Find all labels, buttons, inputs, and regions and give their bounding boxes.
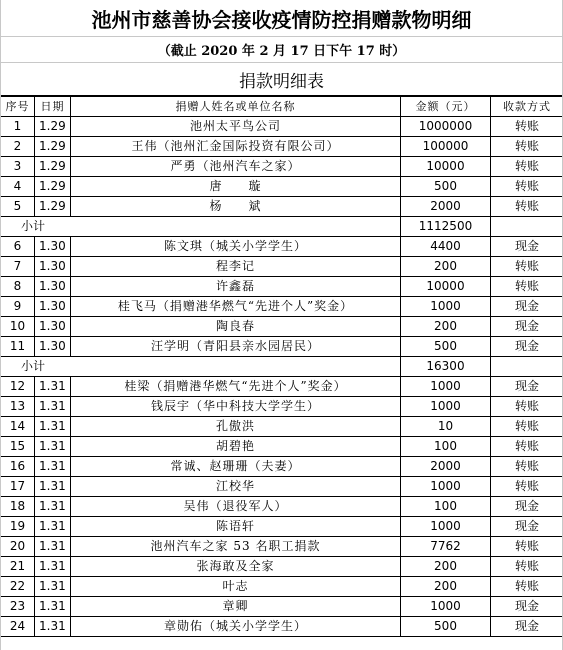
cell-name: 孔傲洪 [71,417,401,437]
cell-name: 程李记 [71,257,401,277]
cell-no: 12 [1,377,35,397]
cell-date: 1.29 [35,157,71,177]
cell-no: 1 [1,117,35,137]
cell-no: 21 [1,557,35,577]
cell-amount: 200 [401,577,491,597]
cell-amount: 200 [401,257,491,277]
cell-amount: 500 [401,337,491,357]
cell-date: 1.31 [35,537,71,557]
table-row [1,577,563,597]
col-header-date: 日期 [35,97,71,117]
table-row [1,277,563,297]
subtotal-row [1,357,563,377]
table-row [1,537,563,557]
cell-no: 14 [1,417,35,437]
cell-date: 1.31 [35,597,71,617]
subtotal-amount: 16300 [401,357,491,377]
cell-name: 张海敢及全家 [71,557,401,577]
cell-name: 常诚、赵珊珊（夫妻） [71,457,401,477]
table-row [1,437,563,457]
cell-amount: 100000 [401,137,491,157]
cell-no: 18 [1,497,35,517]
cell-date: 1.29 [35,197,71,217]
cell-date: 1.30 [35,237,71,257]
cell-amount: 200 [401,317,491,337]
cell-method: 转账 [491,417,563,437]
cell-amount: 100 [401,437,491,457]
cell-method: 转账 [491,437,563,457]
cell-amount: 1000 [401,597,491,617]
cell-amount: 1000 [401,477,491,497]
cell-no: 23 [1,597,35,617]
cell-amount: 200 [401,557,491,577]
cell-method: 现金 [491,237,563,257]
cell-no: 4 [1,177,35,197]
cell-method: 转账 [491,577,563,597]
cell-amount: 1000 [401,297,491,317]
cell-method: 现金 [491,497,563,517]
cell-no: 16 [1,457,35,477]
subtotal-label: 小计 [1,357,401,377]
subtotal-row [1,217,563,237]
cell-no: 7 [1,257,35,277]
col-header-method: 收款方式 [491,97,563,117]
table-row [1,597,563,617]
cell-no: 17 [1,477,35,497]
cell-date: 1.29 [35,177,71,197]
cell-name: 吴伟（退役军人） [71,497,401,517]
cell-amount: 10000 [401,157,491,177]
cell-date: 1.31 [35,397,71,417]
cell-name: 陶良春 [71,317,401,337]
col-header-no: 序号 [1,97,35,117]
cell-method: 现金 [491,517,563,537]
table-row [1,457,563,477]
cell-method: 现金 [491,317,563,337]
cell-method: 现金 [491,597,563,617]
subtotal-method-cell [491,357,563,377]
cell-method: 转账 [491,197,563,217]
cell-amount: 4400 [401,237,491,257]
cell-no: 13 [1,397,35,417]
cell-method: 转账 [491,177,563,197]
cell-name: 许鑫磊 [71,277,401,297]
cell-no: 22 [1,577,35,597]
cell-date: 1.31 [35,557,71,577]
subtotal-method-cell [491,217,563,237]
sheet-left-border [0,0,1,650]
cell-amount: 100 [401,497,491,517]
cell-name: 唐 璇 [71,177,401,197]
cell-method: 现金 [491,617,563,637]
cell-date: 1.30 [35,277,71,297]
table-row [1,197,563,217]
cell-date: 1.31 [35,477,71,497]
cell-name: 章卿 [71,597,401,617]
cell-date: 1.30 [35,337,71,357]
cell-amount: 1000 [401,517,491,537]
cell-amount: 1000000 [401,117,491,137]
cell-method: 转账 [491,117,563,137]
cell-date: 1.31 [35,517,71,537]
cell-name: 胡碧艳 [71,437,401,457]
cell-method: 转账 [491,397,563,417]
col-header-name: 捐赠人姓名或单位名称 [71,97,401,117]
cell-amount: 10 [401,417,491,437]
cell-date: 1.30 [35,297,71,317]
cell-method: 转账 [491,537,563,557]
table-row [1,117,563,137]
cell-method: 转账 [491,137,563,157]
table-header-row [1,97,563,117]
cell-no: 20 [1,537,35,557]
cell-name: 池州太平鸟公司 [71,117,401,137]
cell-method: 现金 [491,297,563,317]
table-row [1,297,563,317]
page-title: 池州市慈善协会接收疫情防控捐赠款物明细 [0,0,563,37]
table-row [1,237,563,257]
cell-method: 转账 [491,277,563,297]
cell-no: 15 [1,437,35,457]
table-row [1,137,563,157]
cell-date: 1.29 [35,117,71,137]
cell-no: 3 [1,157,35,177]
cell-name: 严勇（池州汽车之家） [71,157,401,177]
cell-date: 1.31 [35,577,71,597]
cell-name: 陈语轩 [71,517,401,537]
table-row [1,417,563,437]
cell-date: 1.29 [35,137,71,157]
donation-table-body [1,97,563,637]
cell-no: 24 [1,617,35,637]
page-subtitle: （截止 2020 年 2 月 17 日下午 17 时） [0,37,563,63]
subtotal-label: 小计 [1,217,401,237]
cell-no: 2 [1,137,35,157]
cell-amount: 10000 [401,277,491,297]
table-row [1,177,563,197]
table-row [1,497,563,517]
cell-date: 1.31 [35,417,71,437]
cell-name: 桂梁（捐赠港华燃气“先进个人”奖金） [71,377,401,397]
cell-name: 王伟（池州汇金国际投资有限公司） [71,137,401,157]
cell-amount: 1000 [401,397,491,417]
cell-amount: 7762 [401,537,491,557]
col-header-amount: 金额（元） [401,97,491,117]
cell-name: 江校华 [71,477,401,497]
cell-name: 钱辰宇（华中科技大学学生） [71,397,401,417]
cell-date: 1.30 [35,257,71,277]
table-row [1,157,563,177]
cell-method: 转账 [491,157,563,177]
cell-date: 1.30 [35,317,71,337]
cell-amount: 500 [401,177,491,197]
section-title: 捐款明细表 [0,63,563,96]
table-row [1,397,563,417]
table-row [1,477,563,497]
cell-method: 转账 [491,257,563,277]
cell-no: 9 [1,297,35,317]
table-row [1,557,563,577]
subtotal-amount: 1112500 [401,217,491,237]
cell-date: 1.31 [35,617,71,637]
table-row [1,517,563,537]
cell-no: 19 [1,517,35,537]
cell-date: 1.31 [35,437,71,457]
cell-method: 现金 [491,377,563,397]
table-row [1,617,563,637]
cell-amount: 500 [401,617,491,637]
cell-date: 1.31 [35,457,71,477]
table-row [1,317,563,337]
cell-amount: 1000 [401,377,491,397]
cell-no: 10 [1,317,35,337]
cell-no: 11 [1,337,35,357]
cell-name: 叶志 [71,577,401,597]
table-row [1,377,563,397]
cell-name: 桂飞马（捐赠港华燃气“先进个人”奖金） [71,297,401,317]
cell-method: 转账 [491,457,563,477]
cell-name: 杨 斌 [71,197,401,217]
table-row [1,337,563,357]
cell-date: 1.31 [35,497,71,517]
cell-date: 1.31 [35,377,71,397]
cell-no: 6 [1,237,35,257]
cell-no: 8 [1,277,35,297]
cell-amount: 2000 [401,457,491,477]
cell-name: 汪学明（青阳县亲水园居民） [71,337,401,357]
cell-no: 5 [1,197,35,217]
table-row [1,257,563,277]
cell-method: 转账 [491,477,563,497]
cell-name: 章勋佑（城关小学学生） [71,617,401,637]
cell-amount: 2000 [401,197,491,217]
cell-method: 转账 [491,557,563,577]
cell-name: 陈文琪（城关小学学生） [71,237,401,257]
cell-name: 池州汽车之家 53 名职工捐款 [71,537,401,557]
cell-method: 现金 [491,337,563,357]
donation-table [0,96,563,637]
